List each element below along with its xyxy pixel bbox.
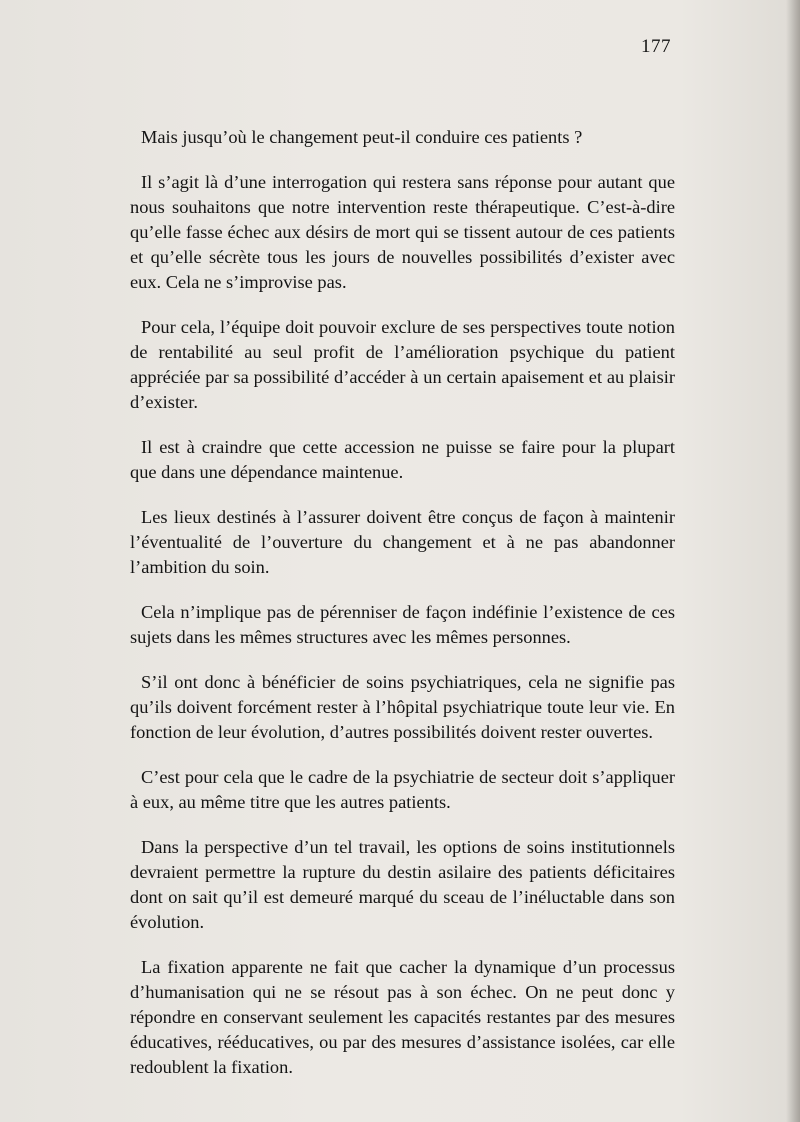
paragraph: C’est pour cela que le cadre de la psychiatrie de secteur doit s’appliquer à eux, au même titre que les autres patients. [130, 767, 675, 812]
paragraph: Pour cela, l’équipe doit pouvoir exclure de ses perspectives toute notion de rentabilité au seul profit de l’amélioration psychique du patient appréciée par sa possibilité d’accéder à un certain apaisement et au plaisir d’exister. [130, 317, 675, 412]
paragraph: Il s’agit là d’une interrogation qui restera sans réponse pour autant que nous souhaitons que notre intervention reste thérapeutique. C’est-à-dire qu’elle fasse échec aux désirs de mort qui se tissent autour de ces patients et qu’elle sécrète tous les jours de nouvelles possibilités d’exister avec eux. Cela ne s’improvise pas. [130, 172, 675, 292]
paragraph: Cela n’implique pas de pérenniser de façon indéfinie l’existence de ces sujets dans les mêmes structures avec les mêmes personnes. [130, 602, 675, 647]
page-spine-shadow [786, 0, 800, 1122]
paragraph: Les lieux destinés à l’assurer doivent être conçus de façon à maintenir l’éventualité de l’ouverture du changement et à ne pas abandonner l’ambition du soin. [130, 507, 675, 577]
page-number: 177 [641, 36, 671, 57]
paragraph: Mais jusqu’où le changement peut-il conduire ces patients ? [141, 127, 583, 147]
page-body [130, 125, 675, 1100]
paragraph: La fixation apparente ne fait que cacher la dynamique d’un processus d’humanisation qui ne se résout pas à son échec. On ne peut donc y répondre en conservant seulement les capacités restantes par des mesures éducatives, rééducatives, ou par des mesures d’assistance isolées, car elle redoublent la fixation. [130, 957, 675, 1077]
paragraph: Dans la perspective d’un tel travail, les options de soins institutionnels devraient permettre la rupture du destin asilaire des patients déficitaires dont on sait qu’il est demeuré marqué du sceau de l’inéluctable dans son évolution. [130, 837, 675, 932]
paragraph: S’il ont donc à bénéficier de soins psychiatriques, cela ne signifie pas qu’ils doivent forcément rester à l’hôpital psychiatrique toute leur vie. En fonction de leur évolution, d’autres possibilités doivent rester ouvertes. [130, 672, 675, 742]
paragraph: Il est à craindre que cette accession ne puisse se faire pour la plupart que dans une dépendance maintenue. [130, 437, 675, 482]
